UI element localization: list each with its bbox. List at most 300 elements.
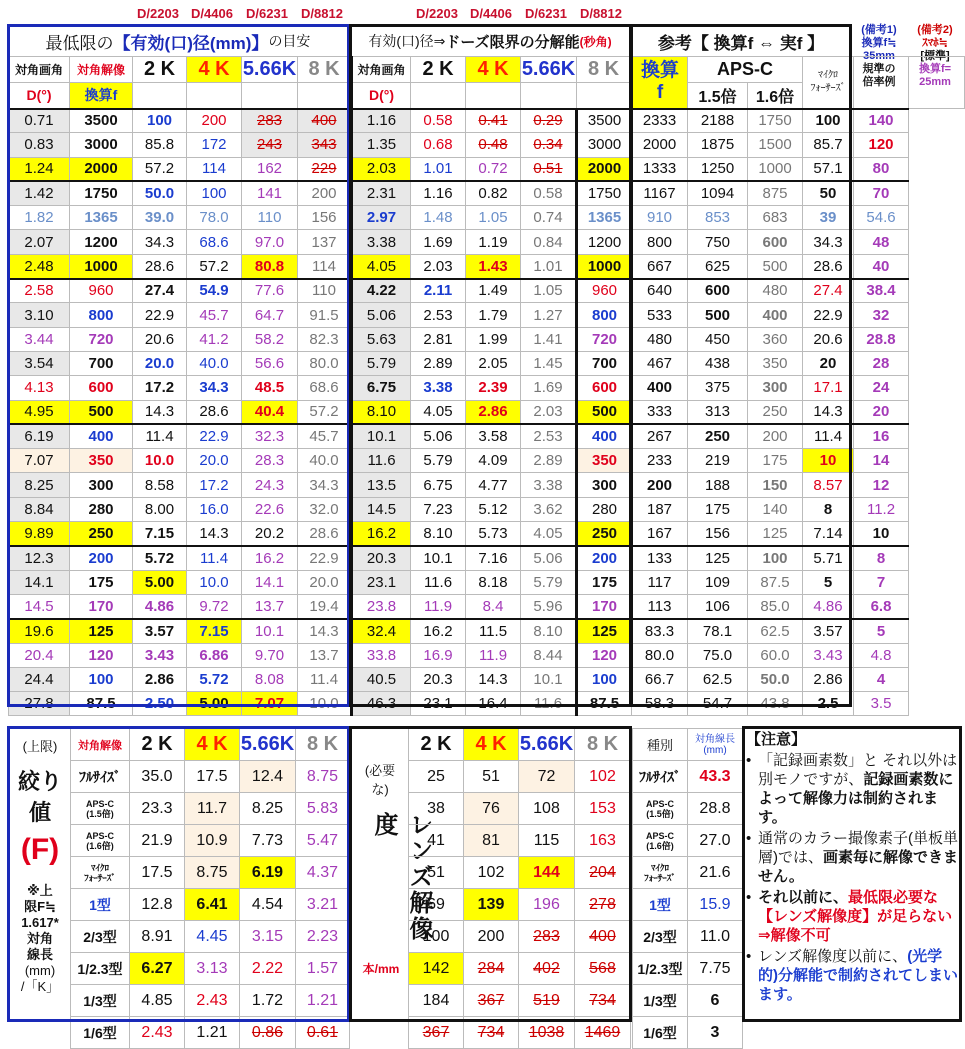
table-cell: 250 <box>748 400 803 424</box>
table-cell: 28.6 <box>187 400 242 424</box>
table-cell: 175 <box>577 570 632 594</box>
bikou-text: 換算f= <box>918 63 952 75</box>
title-emph: 【有効(口)径(mm)】 <box>113 33 269 53</box>
bikou-text: 倍率例 <box>862 76 896 88</box>
table-cell: 10.1 <box>352 424 411 448</box>
fnumber-cell: 4.54 <box>240 889 296 921</box>
table-cell: 7.15 <box>133 522 187 546</box>
table-cell: 4.95 <box>9 400 70 424</box>
table-cell: 5.00 <box>187 692 242 716</box>
sensor-row <box>633 857 743 889</box>
table-cell: 80 <box>854 157 909 181</box>
fnumber-cell: 21.9 <box>130 825 185 857</box>
table-cell: 11.6 <box>352 449 411 473</box>
table-cell: 60.0 <box>748 643 803 667</box>
table-cell: 1500 <box>748 133 803 157</box>
col-566k: 5.66K <box>519 729 575 761</box>
lens-cell: 284 <box>464 953 519 985</box>
f-label: (F) <box>20 833 60 866</box>
lens-row <box>409 825 631 857</box>
table-cell: 8.00 <box>133 497 187 521</box>
table-cell: 5.72 <box>187 667 242 691</box>
table-cell: 11.4 <box>803 424 854 448</box>
table-cell: 16 <box>854 424 909 448</box>
table-cell: 10.0 <box>133 449 187 473</box>
lens-cell: 144 <box>519 857 575 889</box>
table-cell: 33.8 <box>352 643 411 667</box>
lens-cell: 38 <box>409 793 464 825</box>
table-cell: 75.0 <box>688 643 748 667</box>
lens-cell: 163 <box>575 825 631 857</box>
col-8k: 8 K <box>296 729 350 761</box>
bikou-text: (備考2) <box>917 24 953 36</box>
diag-length: 6 <box>688 985 743 1017</box>
table-cell: 280 <box>70 497 133 521</box>
lens-row <box>409 953 631 985</box>
table-cell: 2.11 <box>411 279 466 303</box>
table-cell: 1200 <box>70 230 133 254</box>
bikou1-col <box>854 57 909 109</box>
table-cell: 175 <box>688 497 748 521</box>
caution-item: • レンズ解像度以前に、(光学的)分解能で制約されてしまいます。 <box>746 947 960 1004</box>
table-cell: 2.03 <box>521 400 577 424</box>
hitsuyo-label: (必要 <box>364 763 396 778</box>
sensor-row <box>633 889 743 921</box>
apsc-header: APS-C <box>688 57 803 83</box>
table-cell: 140 <box>748 497 803 521</box>
fnumber-row <box>71 825 350 857</box>
table-cell: 83.3 <box>632 619 688 643</box>
d-label: D/6231 <box>525 6 567 21</box>
table-cell: 600 <box>70 376 133 400</box>
table-cell: 32 <box>854 303 909 327</box>
table-cell: 156 <box>688 522 748 546</box>
table-cell: 2.5 <box>803 692 854 716</box>
table-cell: 350 <box>577 449 632 473</box>
table-cell: 200 <box>632 473 688 497</box>
table-cell: 16.2 <box>242 546 298 570</box>
table-cell: 0.72 <box>466 157 521 181</box>
table-cell: 343 <box>298 133 352 157</box>
table-row <box>9 327 965 351</box>
d-labels-mid <box>410 6 628 21</box>
table-cell: 0.58 <box>521 181 577 205</box>
title-left <box>8 26 348 56</box>
fnumber-cell: 35.0 <box>130 761 185 793</box>
table-cell: 229 <box>298 157 352 181</box>
table-cell: 5 <box>854 619 909 643</box>
f-note <box>10 883 70 995</box>
table-cell: 5.71 <box>803 546 854 570</box>
lens-header-row <box>409 729 631 761</box>
diag-length: 3 <box>688 1017 743 1049</box>
table-cell: 113 <box>632 594 688 618</box>
lens-cell: 41 <box>409 825 464 857</box>
table-cell: 3.44 <box>9 327 70 351</box>
fnumber-cell: 23.3 <box>130 793 185 825</box>
sensor-body <box>633 761 743 1049</box>
table-row <box>9 522 965 546</box>
title-unit: (秒角) <box>579 34 612 49</box>
table-cell: 39 <box>803 206 854 230</box>
table-cell: 85.7 <box>803 133 854 157</box>
table-row <box>9 133 965 157</box>
table-cell: 8.10 <box>521 619 577 643</box>
table-row <box>9 254 965 278</box>
table-cell: 8.18 <box>466 570 521 594</box>
table-cell: 20.3 <box>352 546 411 570</box>
table-cell: 41.2 <box>187 327 242 351</box>
lens-cell: 734 <box>575 985 631 1017</box>
table-cell: 8.10 <box>352 400 411 424</box>
table-cell: 120 <box>70 643 133 667</box>
lens-cell: 283 <box>519 921 575 953</box>
table-cell: 14.3 <box>466 667 521 691</box>
fnumber-row <box>71 985 350 1017</box>
fnumber-cell: 3.15 <box>240 921 296 953</box>
table-cell: 8.25 <box>9 473 70 497</box>
table-cell: 10.1 <box>521 667 577 691</box>
table-cell: 32.3 <box>242 424 298 448</box>
lens-cell: 568 <box>575 953 631 985</box>
table-row <box>9 546 965 570</box>
table-cell: 2.05 <box>466 351 521 375</box>
table-cell: 11.6 <box>411 570 466 594</box>
table-cell: 1.01 <box>411 157 466 181</box>
table-cell: 80.8 <box>242 254 298 278</box>
table-cell: 500 <box>688 303 748 327</box>
lens-unit-label: 本/mm <box>362 962 400 976</box>
table-cell: 4.77 <box>466 473 521 497</box>
table-cell: 300 <box>577 473 632 497</box>
table-cell: 8.4 <box>466 594 521 618</box>
table-cell: 4.13 <box>9 376 70 400</box>
table-cell: 2.48 <box>9 254 70 278</box>
table-cell: 46.3 <box>352 692 411 716</box>
table-cell: 0.29 <box>521 109 577 133</box>
table-cell: 700 <box>577 351 632 375</box>
table-cell: 9.72 <box>187 594 242 618</box>
table-cell: 0.48 <box>466 133 521 157</box>
table-cell: 2.07 <box>9 230 70 254</box>
table-cell: 250 <box>577 522 632 546</box>
table-cell: 5.06 <box>352 303 411 327</box>
table-cell: 19.6 <box>9 619 70 643</box>
table-cell: 40.0 <box>187 351 242 375</box>
table-cell: 14.3 <box>298 619 352 643</box>
table-cell: 640 <box>632 279 688 303</box>
table-cell: 110 <box>242 206 298 230</box>
fnumber-row <box>71 953 350 985</box>
f-note-text: (mm) <box>24 963 56 978</box>
lens-cell: 25 <box>409 761 464 793</box>
table-cell: 600 <box>748 230 803 254</box>
table-cell: 20.0 <box>298 570 352 594</box>
table-cell: 1250 <box>688 157 748 181</box>
diag-len-header: 対角線長 (mm) <box>688 729 743 761</box>
fnumber-row <box>71 793 350 825</box>
sensor-name: 2/3型 <box>633 921 688 953</box>
table-cell: 1.82 <box>9 206 70 230</box>
table-row <box>9 667 965 691</box>
table-cell: 22.6 <box>242 497 298 521</box>
table-cell: 5.79 <box>521 570 577 594</box>
table-cell: 1167 <box>632 181 688 205</box>
table-cell: 13.7 <box>242 594 298 618</box>
table-row <box>9 376 965 400</box>
table-cell: 34.3 <box>298 473 352 497</box>
table-cell: 78.1 <box>688 619 748 643</box>
table-cell: 45.7 <box>187 303 242 327</box>
table-cell: 14.3 <box>803 400 854 424</box>
f-note-text: 線長 <box>26 947 53 962</box>
table-cell: 7.14 <box>803 522 854 546</box>
table-cell: 7.07 <box>242 692 298 716</box>
table-cell: 20.4 <box>9 643 70 667</box>
table-cell: 1750 <box>70 181 133 205</box>
table-cell: 8.58 <box>133 473 187 497</box>
table-cell: 6.75 <box>352 376 411 400</box>
table-cell: 3000 <box>70 133 133 157</box>
table-cell: 114 <box>187 157 242 181</box>
diag-res-header: 対角解像 <box>71 729 130 761</box>
f-note-text: 限F≒ <box>24 899 56 914</box>
table-cell: 24.4 <box>9 667 70 691</box>
table-cell: 87.5 <box>748 570 803 594</box>
table-cell: 5.79 <box>411 449 466 473</box>
table-cell: 20 <box>803 351 854 375</box>
table-cell: 2.58 <box>9 279 70 303</box>
table-cell: 150 <box>748 473 803 497</box>
table-cell: 100 <box>133 109 187 133</box>
blank-cell <box>187 83 242 109</box>
lens-row <box>409 793 631 825</box>
table-cell: 1000 <box>70 254 133 278</box>
sensor-name: 1/6型 <box>71 1017 130 1049</box>
table-cell: 57.2 <box>187 254 242 278</box>
title-emph: ドーズ限界の分解能 <box>445 33 580 51</box>
table-cell: 80.0 <box>632 643 688 667</box>
table-cell: 28.6 <box>133 254 187 278</box>
upper-label: (上限) <box>22 739 58 754</box>
table-cell: 20.6 <box>803 327 854 351</box>
table-cell: 162 <box>242 157 298 181</box>
table-cell: 1.16 <box>411 181 466 205</box>
table-cell: 4.05 <box>521 522 577 546</box>
table-cell: 68.6 <box>298 376 352 400</box>
col-2k: 2 K <box>411 57 466 83</box>
table-row <box>9 473 965 497</box>
table-cell: 5.63 <box>352 327 411 351</box>
table-row <box>9 303 965 327</box>
table-cell: 1333 <box>632 157 688 181</box>
main-table <box>8 56 965 716</box>
table-cell: 219 <box>688 449 748 473</box>
table-cell: 1.49 <box>466 279 521 303</box>
col-566k: 5.66K <box>242 57 298 83</box>
table-cell: 40.4 <box>242 400 298 424</box>
table-cell: 3000 <box>577 133 632 157</box>
table-cell: 5.06 <box>411 424 466 448</box>
table-cell: 125 <box>577 619 632 643</box>
table-cell: 0.71 <box>9 109 70 133</box>
table-cell: 27.4 <box>803 279 854 303</box>
table-cell: 80.0 <box>298 351 352 375</box>
fnumber-cell: 17.5 <box>130 857 185 889</box>
table-cell: 1.99 <box>466 327 521 351</box>
sensor-table <box>632 728 743 1049</box>
table-cell: 2.89 <box>411 351 466 375</box>
sensor-name: APS-C (1.5倍) <box>71 793 130 825</box>
table-cell: 27.8 <box>9 692 70 716</box>
table-cell: 13.5 <box>352 473 411 497</box>
table-cell: 1200 <box>577 230 632 254</box>
title-text: の目安 <box>268 33 311 49</box>
sensor-name: ﾌﾙｻｲｽﾞ <box>71 761 130 793</box>
sensor-name: 1/3型 <box>71 985 130 1017</box>
col-4k: 4 K <box>466 57 521 83</box>
col-4k: 4 K <box>464 729 519 761</box>
table-cell: 6.86 <box>187 643 242 667</box>
x15-header: 1.5倍 <box>688 83 748 109</box>
lens-res-label: レンズ解像度 <box>370 812 432 942</box>
col-566k: 5.66K <box>240 729 296 761</box>
table-cell: 2188 <box>688 109 748 133</box>
fnumber-cell: 3.21 <box>296 889 350 921</box>
table-row <box>9 400 965 424</box>
table-cell: 23.8 <box>352 594 411 618</box>
table-cell: 16.4 <box>466 692 521 716</box>
fnumber-cell: 12.4 <box>240 761 296 793</box>
table-cell: 38.4 <box>854 279 909 303</box>
blank-cell <box>577 83 632 109</box>
table-cell: 3.5 <box>854 692 909 716</box>
lens-row <box>409 921 631 953</box>
lens-cell: 81 <box>464 825 519 857</box>
table-row <box>9 109 965 133</box>
table-cell: 100 <box>803 109 854 133</box>
table-cell: 109 <box>688 570 748 594</box>
bikou-text: ｽﾏﾎ≒ <box>922 37 948 49</box>
d-label: D/4406 <box>470 6 512 21</box>
table-cell: 28.6 <box>803 254 854 278</box>
table-cell: 683 <box>748 206 803 230</box>
table-cell: 3500 <box>70 109 133 133</box>
table-cell: 1.35 <box>352 133 411 157</box>
fnumber-cell: 8.75 <box>296 761 350 793</box>
table-cell: 28.6 <box>298 522 352 546</box>
sensor-row <box>633 921 743 953</box>
table-cell: 57.1 <box>803 157 854 181</box>
lens-cell: 519 <box>519 985 575 1017</box>
table-cell: 10.1 <box>242 619 298 643</box>
table-cell: 3.38 <box>352 230 411 254</box>
sensor-row <box>633 985 743 1017</box>
col-4k: 4 K <box>185 729 240 761</box>
table-cell: 14.5 <box>352 497 411 521</box>
table-cell: 800 <box>632 230 688 254</box>
col-566k: 5.66K <box>521 57 577 83</box>
table-cell: 13.7 <box>298 643 352 667</box>
table-cell: 17.2 <box>187 473 242 497</box>
table-cell: 300 <box>748 376 803 400</box>
table-cell: 3.62 <box>521 497 577 521</box>
fnumber-row <box>71 1017 350 1049</box>
table-cell: 66.7 <box>632 667 688 691</box>
table-cell: 600 <box>577 376 632 400</box>
table-cell: 14.5 <box>9 594 70 618</box>
fnumber-cell: 4.45 <box>185 921 240 953</box>
fnumber-table <box>70 728 350 1049</box>
sensor-row <box>633 953 743 985</box>
fnumber-header-row <box>71 729 350 761</box>
table-cell: 7.16 <box>466 546 521 570</box>
col-2k: 2 K <box>133 57 187 83</box>
sensor-header-row <box>633 729 743 761</box>
table-cell: 22.9 <box>803 303 854 327</box>
table-cell: 750 <box>688 230 748 254</box>
bikou-text: 換算f≒ <box>861 37 897 49</box>
table-cell: 4.86 <box>803 594 854 618</box>
lens-cell: 51 <box>409 857 464 889</box>
table-cell: 480 <box>748 279 803 303</box>
diag-res-header: 対角解像 <box>70 57 133 83</box>
diag-angle-header-2: 対角画角 <box>352 57 411 83</box>
caution-item: • それ以前に、最低限必要な【レンズ解像度】が足らない⇒解像不可 <box>746 888 960 945</box>
table-cell: 11.4 <box>187 546 242 570</box>
table-cell: 350 <box>70 449 133 473</box>
diag-length: 21.6 <box>688 857 743 889</box>
table-cell: 54.6 <box>854 206 909 230</box>
table-row <box>9 424 965 448</box>
blank-cell <box>466 83 521 109</box>
table-cell: 43.8 <box>748 692 803 716</box>
table-cell: 0.83 <box>9 133 70 157</box>
table-cell: 4.8 <box>854 643 909 667</box>
table-cell: 6.8 <box>854 594 909 618</box>
table-cell: 960 <box>70 279 133 303</box>
table-cell: 875 <box>748 181 803 205</box>
fnumber-cell: 8.75 <box>185 857 240 889</box>
table-cell: 11.4 <box>298 667 352 691</box>
table-cell: 1.24 <box>9 157 70 181</box>
d-label: D/8812 <box>301 6 343 21</box>
table-cell: 10 <box>803 449 854 473</box>
lens-cell: 367 <box>464 985 519 1017</box>
lens-cell: 76 <box>464 793 519 825</box>
table-cell: 1.16 <box>352 109 411 133</box>
fnumber-cell: 11.7 <box>185 793 240 825</box>
blank-cell <box>298 83 352 109</box>
table-cell: 100 <box>70 667 133 691</box>
sensor-name: 1/3型 <box>633 985 688 1017</box>
table-cell: 1875 <box>688 133 748 157</box>
table-cell: 3500 <box>577 109 632 133</box>
kanzan-header: 換算 f <box>632 57 688 109</box>
table-cell: 10 <box>854 522 909 546</box>
table-cell: 48 <box>854 230 909 254</box>
table-cell: 20 <box>854 400 909 424</box>
table-cell: 14 <box>854 449 909 473</box>
f-note-text: ※上 <box>27 883 53 898</box>
table-cell: 32.0 <box>298 497 352 521</box>
table-cell: 960 <box>577 279 632 303</box>
table-cell: 500 <box>577 400 632 424</box>
atai-label: 値 <box>28 800 51 825</box>
table-cell: 11.6 <box>521 692 577 716</box>
main-table-body <box>9 109 965 716</box>
title-text: 最低限の <box>45 33 114 53</box>
